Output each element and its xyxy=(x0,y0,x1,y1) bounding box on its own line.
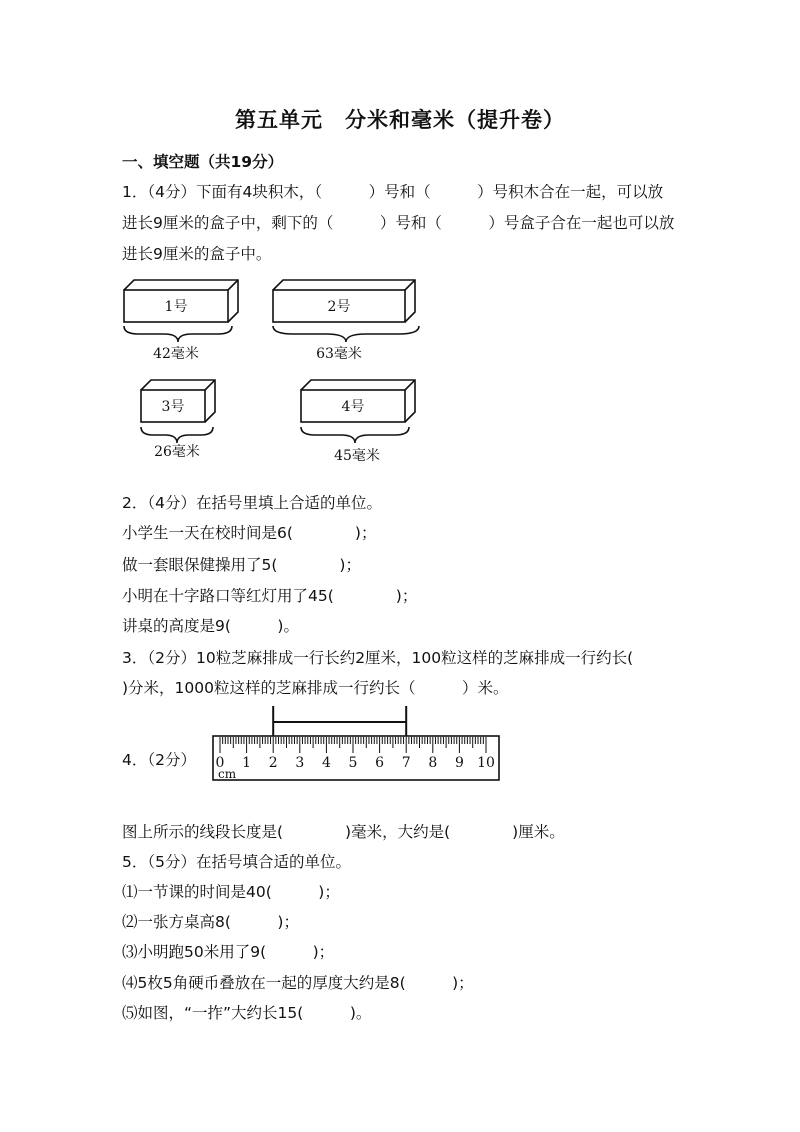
ruler-number: 3 xyxy=(295,755,305,771)
ruler-number: 1 xyxy=(242,755,252,771)
q5-item-1: ⑴一节课的时间是40( )； xyxy=(122,883,340,901)
q3-line-1: 3．（2分）10粒芝麻排成一行长约2厘米，100粒这样的芝麻排成一行约长( xyxy=(122,649,634,667)
block-2-length: 63毫米 xyxy=(316,346,362,362)
ruler-number: 5 xyxy=(348,755,358,771)
block-3-length: 26毫米 xyxy=(154,444,200,460)
q2-item-2: 做一套眼保健操用了5( )； xyxy=(122,556,361,574)
q1-line-1: 1．（4分）下面有4块积木，（ ）号和（ ）号积木合在一起，可以放 xyxy=(122,183,664,201)
q2-heading: 2．（4分）在括号里填上合适的单位。 xyxy=(122,494,382,512)
block-2-label: 2号 xyxy=(327,299,351,315)
q2-item-3: 小明在十字路口等红灯用了45( )； xyxy=(122,587,418,605)
q5-item-3: ⑶小明跑50米用了9( )； xyxy=(122,943,335,961)
block-4-length: 45毫米 xyxy=(334,448,380,464)
block-3-label: 3号 xyxy=(161,399,185,415)
ruler-number: 0 xyxy=(215,755,225,771)
q1-line-2: 进长9厘米的盒子中，剩下的（ ）号和（ ）号盒子合在一起也可以放 xyxy=(122,214,675,232)
brace-2 xyxy=(273,326,419,342)
ruler-number: 4 xyxy=(321,755,331,771)
brace-1 xyxy=(124,326,232,342)
q5-heading: 5．（5分）在括号填合适的单位。 xyxy=(122,853,351,871)
q4-label: 4．（2分） xyxy=(122,751,196,769)
block-1-label: 1号 xyxy=(164,299,188,315)
q2-item-1: 小学生一天在校时间是6( )； xyxy=(122,524,377,542)
ruler-number: 6 xyxy=(375,755,385,771)
ruler-number: 9 xyxy=(454,755,464,771)
ruler-number: 8 xyxy=(428,755,438,771)
q1-line-3: 进长9厘米的盒子中。 xyxy=(122,245,272,263)
q5-item-4: ⑷5枚5角硬币叠放在一起的厚度大约是8( )； xyxy=(122,974,474,992)
ruler-unit: cm xyxy=(218,767,237,781)
block-1-length: 42毫米 xyxy=(153,346,199,362)
q4-answer-line: 图上所示的线段长度是( )毫米，大约是( )厘米。 xyxy=(122,823,565,841)
ruler-number: 7 xyxy=(401,755,411,771)
brace-4 xyxy=(301,427,409,443)
page-title: 第五单元 分米和毫米（提升卷） xyxy=(235,108,565,132)
block-4-label: 4号 xyxy=(341,399,365,415)
ruler-number: 2 xyxy=(268,755,278,771)
q5-item-5: ⑸如图，“一拃”大约长15( )。 xyxy=(122,1004,372,1022)
q3-line-2: )分米，1000粒这样的芝麻排成一行约长（ ）米。 xyxy=(122,679,509,697)
brace-3 xyxy=(141,427,213,443)
section-heading: 一、填空题（共19分） xyxy=(122,153,284,171)
ruler-figure xyxy=(212,700,502,784)
q5-item-2: ⑵一张方桌高8( )； xyxy=(122,913,299,931)
ruler-number: 10 xyxy=(477,755,495,771)
q2-item-4: 讲桌的高度是9( )。 xyxy=(122,617,299,635)
